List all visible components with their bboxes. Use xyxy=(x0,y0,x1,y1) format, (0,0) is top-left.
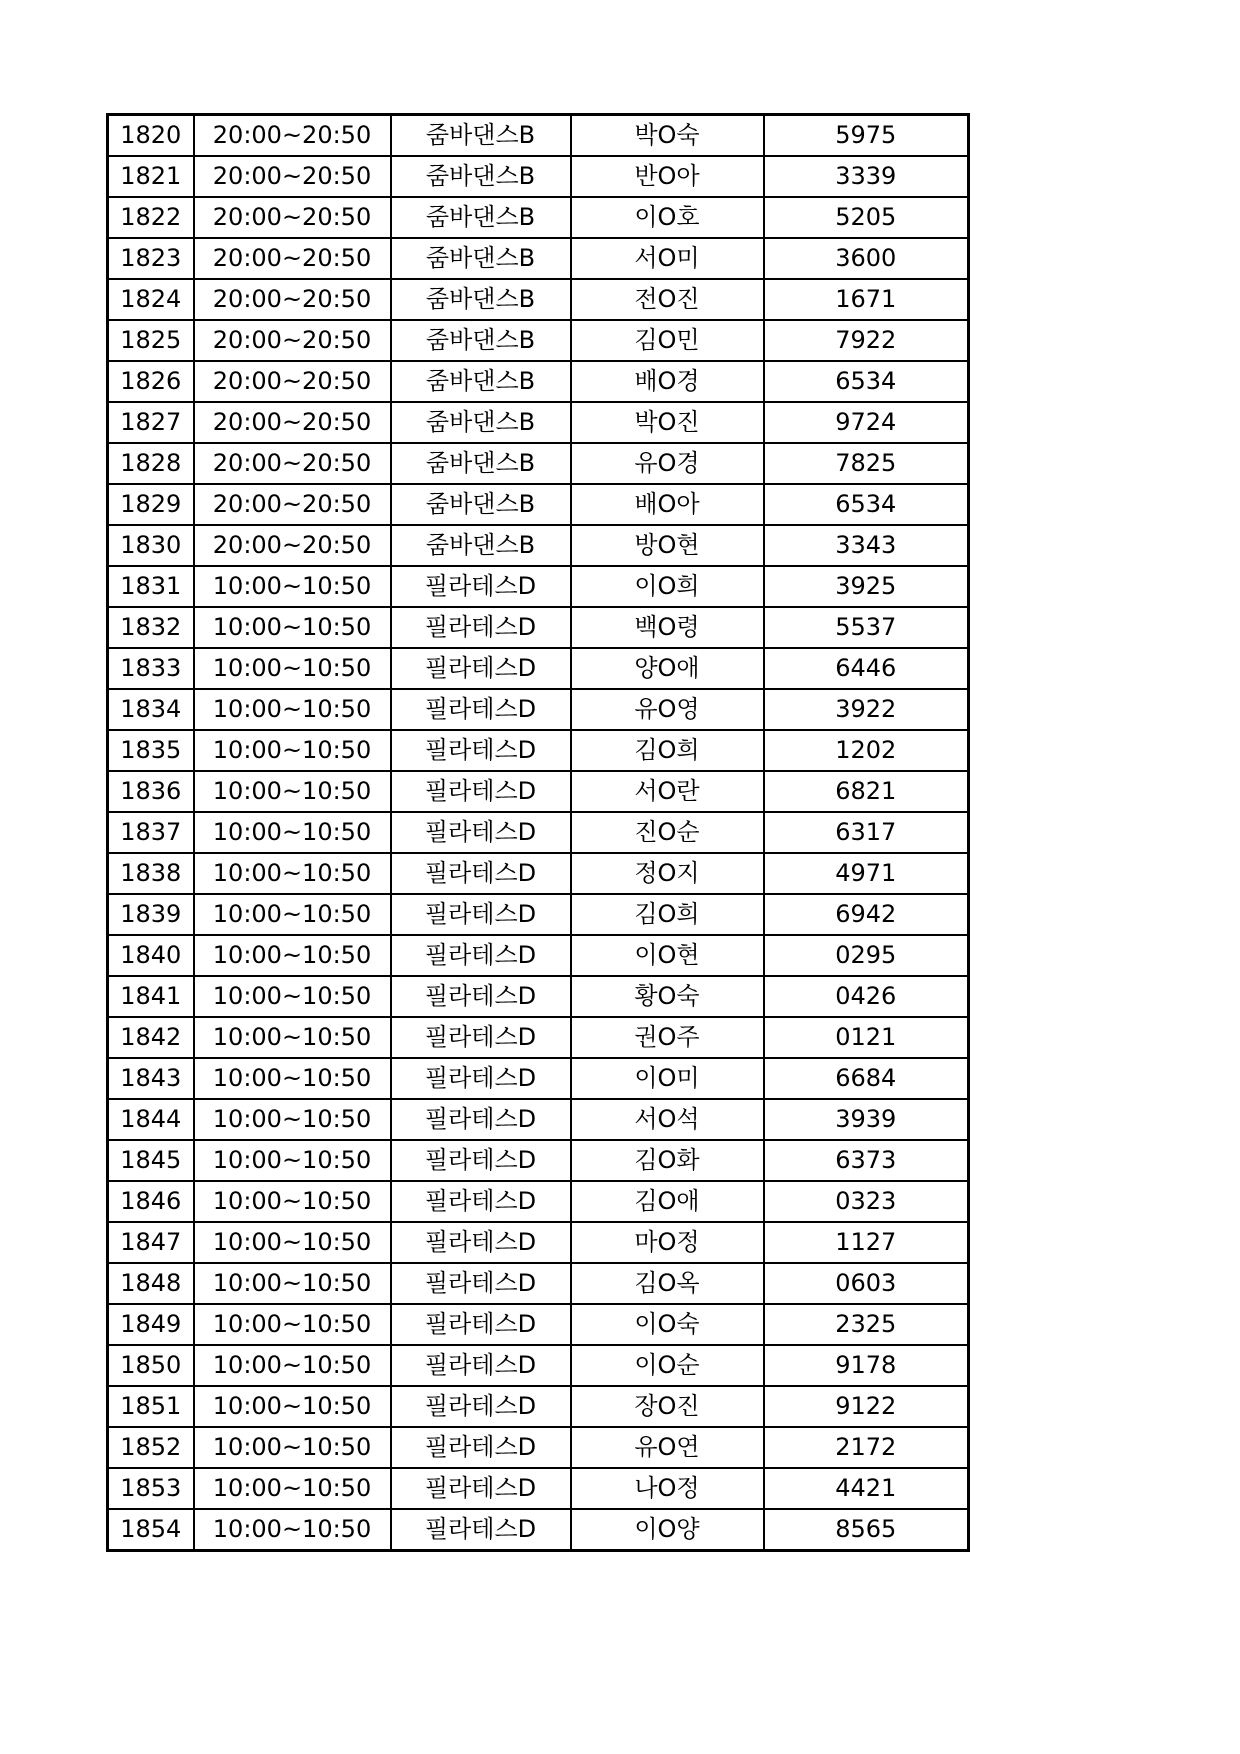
table-row xyxy=(108,1345,969,1386)
row-number-cell: 1835 xyxy=(108,730,194,771)
phone-code-cell: 6373 xyxy=(764,1140,969,1181)
row-number-cell: 1826 xyxy=(108,361,194,402)
class-name-cell: 줌바댄스B xyxy=(391,484,571,525)
class-name-cell: 필라테스D xyxy=(391,976,571,1017)
phone-code-cell: 1671 xyxy=(764,279,969,320)
member-name-cell: 유O연 xyxy=(571,1427,764,1468)
table-row xyxy=(108,853,969,894)
member-name-cell: 김O화 xyxy=(571,1140,764,1181)
class-name-cell: 줌바댄스B xyxy=(391,279,571,320)
member-name-cell: 이O숙 xyxy=(571,1304,764,1345)
time-slot-cell: 20:00~20:50 xyxy=(194,115,391,157)
class-name-cell: 줌바댄스B xyxy=(391,197,571,238)
member-name-cell: 김O민 xyxy=(571,320,764,361)
class-name-cell: 필라테스D xyxy=(391,1263,571,1304)
member-name-cell: 이O순 xyxy=(571,1345,764,1386)
time-slot-cell: 20:00~20:50 xyxy=(194,279,391,320)
time-slot-cell: 10:00~10:50 xyxy=(194,730,391,771)
member-name-cell: 마O정 xyxy=(571,1222,764,1263)
phone-code-cell: 6446 xyxy=(764,648,969,689)
table-row xyxy=(108,238,969,279)
member-name-cell: 황O숙 xyxy=(571,976,764,1017)
time-slot-cell: 20:00~20:50 xyxy=(194,320,391,361)
class-name-cell: 필라테스D xyxy=(391,771,571,812)
phone-code-cell: 3939 xyxy=(764,1099,969,1140)
member-name-cell: 서O미 xyxy=(571,238,764,279)
phone-code-cell: 7825 xyxy=(764,443,969,484)
table-row xyxy=(108,320,969,361)
class-name-cell: 필라테스D xyxy=(391,1140,571,1181)
class-name-cell: 필라테스D xyxy=(391,648,571,689)
time-slot-cell: 10:00~10:50 xyxy=(194,1468,391,1509)
class-name-cell: 필라테스D xyxy=(391,935,571,976)
row-number-cell: 1842 xyxy=(108,1017,194,1058)
row-number-cell: 1849 xyxy=(108,1304,194,1345)
table-row xyxy=(108,1386,969,1427)
phone-code-cell: 5975 xyxy=(764,115,969,157)
time-slot-cell: 10:00~10:50 xyxy=(194,771,391,812)
row-number-cell: 1844 xyxy=(108,1099,194,1140)
member-name-cell: 김O옥 xyxy=(571,1263,764,1304)
class-name-cell: 줌바댄스B xyxy=(391,238,571,279)
phone-code-cell: 3600 xyxy=(764,238,969,279)
time-slot-cell: 20:00~20:50 xyxy=(194,156,391,197)
time-slot-cell: 20:00~20:50 xyxy=(194,525,391,566)
time-slot-cell: 10:00~10:50 xyxy=(194,935,391,976)
member-name-cell: 서O란 xyxy=(571,771,764,812)
member-name-cell: 이O양 xyxy=(571,1509,764,1551)
time-slot-cell: 10:00~10:50 xyxy=(194,894,391,935)
table-body xyxy=(108,115,969,1551)
phone-code-cell: 6942 xyxy=(764,894,969,935)
time-slot-cell: 10:00~10:50 xyxy=(194,976,391,1017)
class-name-cell: 필라테스D xyxy=(391,566,571,607)
member-name-cell: 권O주 xyxy=(571,1017,764,1058)
class-name-cell: 필라테스D xyxy=(391,1017,571,1058)
class-name-cell: 필라테스D xyxy=(391,1181,571,1222)
member-name-cell: 박O진 xyxy=(571,402,764,443)
table-row xyxy=(108,1427,969,1468)
time-slot-cell: 10:00~10:50 xyxy=(194,566,391,607)
member-name-cell: 이O현 xyxy=(571,935,764,976)
member-name-cell: 김O희 xyxy=(571,894,764,935)
row-number-cell: 1824 xyxy=(108,279,194,320)
table-row xyxy=(108,1099,969,1140)
member-name-cell: 방O현 xyxy=(571,525,764,566)
row-number-cell: 1828 xyxy=(108,443,194,484)
class-name-cell: 필라테스D xyxy=(391,853,571,894)
class-name-cell: 필라테스D xyxy=(391,730,571,771)
phone-code-cell: 4971 xyxy=(764,853,969,894)
table-row xyxy=(108,976,969,1017)
class-name-cell: 필라테스D xyxy=(391,1427,571,1468)
time-slot-cell: 10:00~10:50 xyxy=(194,1222,391,1263)
member-name-cell: 배O아 xyxy=(571,484,764,525)
time-slot-cell: 10:00~10:50 xyxy=(194,689,391,730)
class-name-cell: 필라테스D xyxy=(391,1468,571,1509)
member-name-cell: 김O희 xyxy=(571,730,764,771)
class-name-cell: 필라테스D xyxy=(391,1509,571,1551)
time-slot-cell: 10:00~10:50 xyxy=(194,1017,391,1058)
row-number-cell: 1830 xyxy=(108,525,194,566)
row-number-cell: 1841 xyxy=(108,976,194,1017)
class-name-cell: 필라테스D xyxy=(391,689,571,730)
class-name-cell: 필라테스D xyxy=(391,1386,571,1427)
table-row xyxy=(108,279,969,320)
member-name-cell: 이O희 xyxy=(571,566,764,607)
table-row xyxy=(108,402,969,443)
row-number-cell: 1851 xyxy=(108,1386,194,1427)
time-slot-cell: 10:00~10:50 xyxy=(194,607,391,648)
time-slot-cell: 10:00~10:50 xyxy=(194,1140,391,1181)
member-name-cell: 전O진 xyxy=(571,279,764,320)
time-slot-cell: 10:00~10:50 xyxy=(194,1304,391,1345)
row-number-cell: 1848 xyxy=(108,1263,194,1304)
row-number-cell: 1829 xyxy=(108,484,194,525)
table-row xyxy=(108,730,969,771)
table-row xyxy=(108,1468,969,1509)
phone-code-cell: 0121 xyxy=(764,1017,969,1058)
table-row xyxy=(108,1181,969,1222)
time-slot-cell: 10:00~10:50 xyxy=(194,1181,391,1222)
class-name-cell: 필라테스D xyxy=(391,607,571,648)
member-name-cell: 장O진 xyxy=(571,1386,764,1427)
time-slot-cell: 20:00~20:50 xyxy=(194,443,391,484)
table-row xyxy=(108,894,969,935)
table-row xyxy=(108,771,969,812)
table-row xyxy=(108,1058,969,1099)
row-number-cell: 1827 xyxy=(108,402,194,443)
phone-code-cell: 0603 xyxy=(764,1263,969,1304)
time-slot-cell: 10:00~10:50 xyxy=(194,1509,391,1551)
table-row xyxy=(108,525,969,566)
phone-code-cell: 0323 xyxy=(764,1181,969,1222)
row-number-cell: 1834 xyxy=(108,689,194,730)
row-number-cell: 1847 xyxy=(108,1222,194,1263)
table-row xyxy=(108,443,969,484)
time-slot-cell: 20:00~20:50 xyxy=(194,238,391,279)
class-name-cell: 필라테스D xyxy=(391,1099,571,1140)
phone-code-cell: 8565 xyxy=(764,1509,969,1551)
class-name-cell: 줌바댄스B xyxy=(391,115,571,157)
phone-code-cell: 2172 xyxy=(764,1427,969,1468)
time-slot-cell: 10:00~10:50 xyxy=(194,1386,391,1427)
class-name-cell: 필라테스D xyxy=(391,1345,571,1386)
member-name-cell: 이O호 xyxy=(571,197,764,238)
phone-code-cell: 0426 xyxy=(764,976,969,1017)
row-number-cell: 1843 xyxy=(108,1058,194,1099)
phone-code-cell: 3339 xyxy=(764,156,969,197)
member-name-cell: 유O경 xyxy=(571,443,764,484)
time-slot-cell: 20:00~20:50 xyxy=(194,361,391,402)
table-row xyxy=(108,1263,969,1304)
phone-code-cell: 6534 xyxy=(764,484,969,525)
phone-code-cell: 1127 xyxy=(764,1222,969,1263)
member-name-cell: 서O석 xyxy=(571,1099,764,1140)
phone-code-cell: 3343 xyxy=(764,525,969,566)
phone-code-cell: 7922 xyxy=(764,320,969,361)
phone-code-cell: 9122 xyxy=(764,1386,969,1427)
time-slot-cell: 20:00~20:50 xyxy=(194,197,391,238)
row-number-cell: 1825 xyxy=(108,320,194,361)
member-name-cell: 배O경 xyxy=(571,361,764,402)
phone-code-cell: 9724 xyxy=(764,402,969,443)
class-name-cell: 필라테스D xyxy=(391,1304,571,1345)
member-name-cell: 백O령 xyxy=(571,607,764,648)
table-row xyxy=(108,1509,969,1551)
member-name-cell: 양O애 xyxy=(571,648,764,689)
time-slot-cell: 20:00~20:50 xyxy=(194,402,391,443)
table-row xyxy=(108,115,969,157)
phone-code-cell: 6684 xyxy=(764,1058,969,1099)
row-number-cell: 1822 xyxy=(108,197,194,238)
table-row xyxy=(108,689,969,730)
time-slot-cell: 10:00~10:50 xyxy=(194,1099,391,1140)
class-name-cell: 필라테스D xyxy=(391,1222,571,1263)
table-row xyxy=(108,156,969,197)
row-number-cell: 1840 xyxy=(108,935,194,976)
member-name-cell: 이O미 xyxy=(571,1058,764,1099)
phone-code-cell: 9178 xyxy=(764,1345,969,1386)
row-number-cell: 1845 xyxy=(108,1140,194,1181)
class-name-cell: 필라테스D xyxy=(391,894,571,935)
table-row xyxy=(108,361,969,402)
row-number-cell: 1837 xyxy=(108,812,194,853)
time-slot-cell: 10:00~10:50 xyxy=(194,853,391,894)
class-name-cell: 줌바댄스B xyxy=(391,156,571,197)
row-number-cell: 1853 xyxy=(108,1468,194,1509)
phone-code-cell: 4421 xyxy=(764,1468,969,1509)
phone-code-cell: 5537 xyxy=(764,607,969,648)
table-row xyxy=(108,197,969,238)
member-name-cell: 김O애 xyxy=(571,1181,764,1222)
table-row xyxy=(108,812,969,853)
row-number-cell: 1832 xyxy=(108,607,194,648)
phone-code-cell: 6534 xyxy=(764,361,969,402)
row-number-cell: 1846 xyxy=(108,1181,194,1222)
phone-code-cell: 1202 xyxy=(764,730,969,771)
phone-code-cell: 0295 xyxy=(764,935,969,976)
member-name-cell: 박O숙 xyxy=(571,115,764,157)
member-name-cell: 나O정 xyxy=(571,1468,764,1509)
time-slot-cell: 10:00~10:50 xyxy=(194,1345,391,1386)
row-number-cell: 1850 xyxy=(108,1345,194,1386)
class-name-cell: 줌바댄스B xyxy=(391,525,571,566)
time-slot-cell: 20:00~20:50 xyxy=(194,484,391,525)
table-row xyxy=(108,1222,969,1263)
registration-table xyxy=(106,113,970,1552)
phone-code-cell: 5205 xyxy=(764,197,969,238)
phone-code-cell: 6317 xyxy=(764,812,969,853)
table-row xyxy=(108,607,969,648)
row-number-cell: 1831 xyxy=(108,566,194,607)
row-number-cell: 1838 xyxy=(108,853,194,894)
row-number-cell: 1852 xyxy=(108,1427,194,1468)
table-row xyxy=(108,484,969,525)
row-number-cell: 1836 xyxy=(108,771,194,812)
time-slot-cell: 10:00~10:50 xyxy=(194,1263,391,1304)
time-slot-cell: 10:00~10:50 xyxy=(194,812,391,853)
table-row xyxy=(108,1140,969,1181)
table-row xyxy=(108,1017,969,1058)
member-name-cell: 유O영 xyxy=(571,689,764,730)
class-name-cell: 필라테스D xyxy=(391,812,571,853)
table-row xyxy=(108,1304,969,1345)
time-slot-cell: 10:00~10:50 xyxy=(194,648,391,689)
time-slot-cell: 10:00~10:50 xyxy=(194,1427,391,1468)
class-name-cell: 줌바댄스B xyxy=(391,402,571,443)
table-row xyxy=(108,935,969,976)
phone-code-cell: 3925 xyxy=(764,566,969,607)
table-row xyxy=(108,648,969,689)
member-name-cell: 반O아 xyxy=(571,156,764,197)
class-name-cell: 필라테스D xyxy=(391,1058,571,1099)
row-number-cell: 1854 xyxy=(108,1509,194,1551)
phone-code-cell: 3922 xyxy=(764,689,969,730)
time-slot-cell: 10:00~10:50 xyxy=(194,1058,391,1099)
row-number-cell: 1823 xyxy=(108,238,194,279)
table-row xyxy=(108,566,969,607)
row-number-cell: 1820 xyxy=(108,115,194,157)
phone-code-cell: 2325 xyxy=(764,1304,969,1345)
class-name-cell: 줌바댄스B xyxy=(391,320,571,361)
phone-code-cell: 6821 xyxy=(764,771,969,812)
row-number-cell: 1821 xyxy=(108,156,194,197)
class-name-cell: 줌바댄스B xyxy=(391,443,571,484)
member-name-cell: 정O지 xyxy=(571,853,764,894)
member-name-cell: 진O순 xyxy=(571,812,764,853)
row-number-cell: 1839 xyxy=(108,894,194,935)
row-number-cell: 1833 xyxy=(108,648,194,689)
class-name-cell: 줌바댄스B xyxy=(391,361,571,402)
